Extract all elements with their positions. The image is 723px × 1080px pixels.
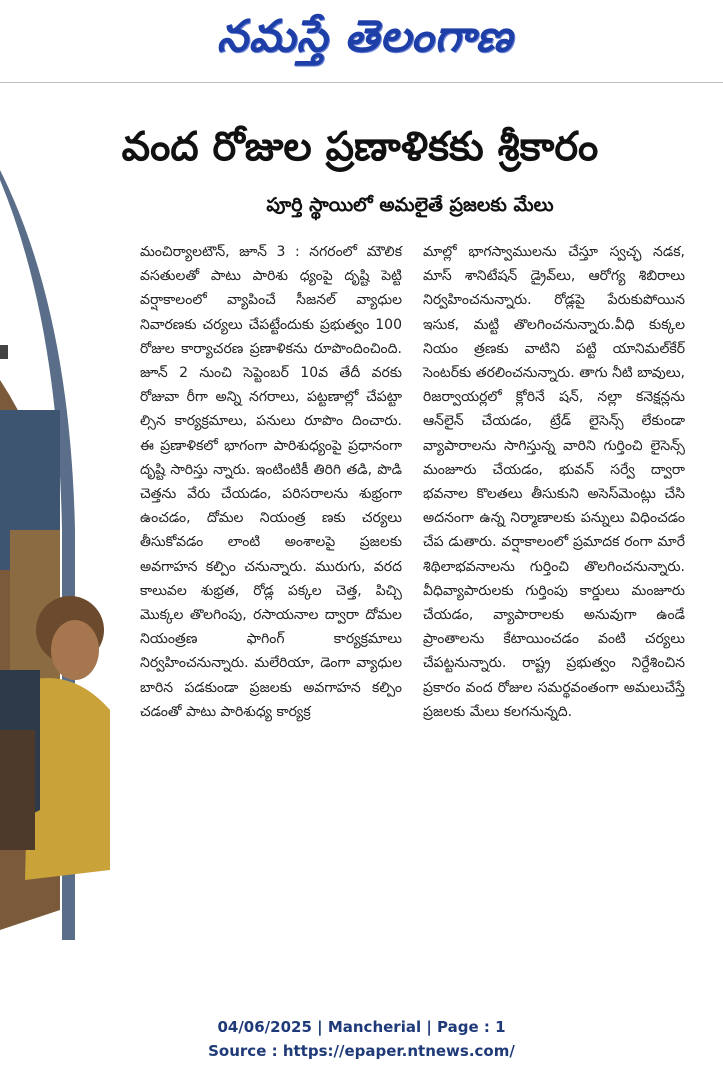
subheadline: పూర్తి స్థాయిలో అమలైతే ప్రజలకు మేలు xyxy=(266,194,554,216)
footer xyxy=(0,1015,723,1063)
masthead-logo: నమస్తే తెలంగాణ xyxy=(216,11,514,62)
news-photo xyxy=(0,110,130,940)
headline: వంద రోజుల ప్రణాళికకు శ్రీకారం xyxy=(121,124,599,170)
clip-top-border xyxy=(0,82,723,83)
masthead xyxy=(0,0,723,82)
footer-date-edition: 04/06/2025 | Mancherial | Page : 1 xyxy=(217,1018,506,1036)
article-column-2: మాల్లో భాగస్వాములను చేస్తూ స్వచ్ఛ నడక, మాస్ శానిటేషన్ డ్రైవ్‌లు, ఆరోగ్య శిబిరాలు నిర్వహించనున్నారు. రోడ్లపై పేరుకుపోయిన ఇసుక, మట్టి తొలగించనున్నారు.వీధి కుక్కల నియం త్రణకు వాటిని పట్టి యానిమల్‌కేర్ సెంటర్‌కు తరలించనున్నారు. తాగు నీటి బావులు, రిజర్వాయర్లలో క్లోరినే షన్, నల్లా కనెక్షన్లను ఆన్‌లైన్ చేయడం, ట్రేడ్ లైసెన్స్ లేకుండా వ్యాపారాలను సాగిస్తున్న వారిని గుర్తించి లైసెన్స్ మంజూరు చేయడం, భువన్ సర్వే ద్వారా భవనాల కొలతలు తీసుకుని అసెస్‌మెంట్లు చేసి అదనంగా ఉన్న నిర్మాణాలకు పన్నులు విధించడం చేప డుతారు. వర్షాకాలంలో ప్రమాదక రంగా మారే శిథిలాభవనాలను గుర్తించి తొలగించనున్నారు. వీధివ్యాపారులకు గుర్తింపు కార్డులు మంజూరు చేయడం, వ్యాపారాలకు అనువుగా ఉండే ప్రాంతాలను కేటాయించడం వంటి చర్యలు చేపట్టనున్నారు. రాష్ట్ర ప్రభుత్వం నిర్దేశించిన ప్రకారం వంద రోజుల సమర్థవంతంగా అమలుచేస్తే ప్రజలకు మేలు కలగనున్నది. xyxy=(423,244,685,720)
footer-source: Source : https://epaper.ntnews.com/ xyxy=(208,1042,515,1060)
article-column-1: మంచిర్యాలటౌన్, జూన్ 3 : నగరంలో మౌలిక వసతులతో పాటు పారిశు ధ్యంపై దృష్టి పెట్టి వర్షాకాలంలో వ్యాపించే సీజనల్ వ్యాధుల నివారణకు చర్యలు చేపట్టేందుకు ప్రభుత్వం 100 రోజుల కార్యాచరణ ప్రణాళికను రూపొందించింది. జూన్ 2 నుంచి సెప్టెంబర్ 10వ తేదీ వరకు రోజువా రీగా అన్ని నగరాలు, పట్టణాల్లో చేపట్టా ల్సిన కార్యక్రమాలు, పనులు రూపొం దించారు. ఈ ప్రణాళికలో భాగంగా పారిశుధ్యంపై ప్రధానంగా దృష్టి సారిస్తు న్నారు. ఇంటింటికీ తిరిగి తడి, పొడి చెత్తను వేరు చేయడం, పరిసరాలను శుభ్రంగా ఉంచడం, దోమల నియంత్ర ణకు చర్యలు తీసుకోవడం లాంటి అంశాలపై ప్రజలకు అవగాహన కల్పిం చనున్నారు. మురుగు, వరద కాలువల శుభ్రత, రోడ్ల పక్కల చెత్త, పిచ్చి మొక్కల తొలగింపు, రసాయనాల ద్వారా దోమల నియంత్రణ ఫాగింగ్ కార్యక్రమాలు నిర్వహించనున్నారు. మలేరియా, డెంగా వ్యాధుల బారిన పడకుండా ప్రజలకు అవగాహన కల్పిం చడంతో పాటు పారిశుధ్య కార్యక్ర xyxy=(140,244,402,720)
